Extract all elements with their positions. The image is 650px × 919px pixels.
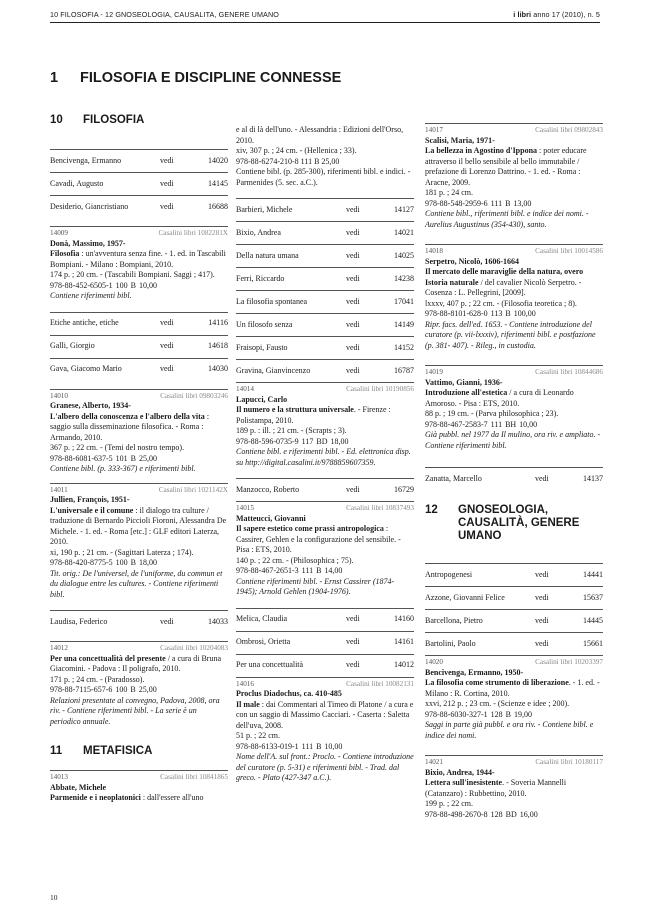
xref-row[interactable]	[50, 358, 228, 381]
xref-vedi: vedi	[346, 250, 360, 260]
xref-vedi: vedi	[535, 615, 549, 625]
page-number: 10	[50, 893, 58, 902]
entry-14020	[425, 655, 603, 741]
entry-note: Tit. orig.: De l'universel, de l'uniforme, du commun et du dialogue entre les cultures. - Contiene riferimenti bibl.	[50, 568, 223, 599]
entry-author: Scalisi, Maria, 1971-	[425, 135, 495, 145]
entry-physical: 171 p. ; 24 cm. - (Paradosso).	[50, 674, 145, 684]
entry-isbn: 978-88-452-6505-1 100 B 10,00	[50, 280, 157, 290]
xref-row[interactable]	[425, 586, 603, 609]
entry-physical: xiv, 307 p. ; 24 cm. - (Hellenica ; 33).	[236, 146, 357, 155]
xref-name: Un filosofo senza	[236, 319, 293, 329]
entry-14012	[50, 641, 228, 727]
header-issue: anno 17 (2010), n. 5	[531, 10, 600, 19]
xref-vedi: vedi	[346, 227, 360, 237]
entry-physical: xi, 190 p. ; 21 cm. - (Sagittari Laterza ; 174).	[50, 547, 194, 557]
xref-number: 16787	[394, 365, 414, 375]
entry-title: Introduzione all'estetica / a cura di Leonardo Amoroso. - Pisa : ETS, 2010.	[425, 388, 574, 408]
entry-note: Contiene bibl. (p. 333-367) e riferimenti bibl.	[50, 464, 196, 473]
xref-vedi: vedi	[160, 341, 174, 351]
entry-physical: 51 p. ; 22 cm.	[236, 731, 280, 740]
header-left: 10 FILOSOFIA - 12 GNOSEOLOGIA, CAUSALITA, GENERE UMANO	[50, 10, 279, 19]
xref-list	[236, 198, 414, 382]
entry-id: 14015	[236, 504, 254, 512]
xref-row[interactable]	[236, 198, 414, 221]
xref-vedi: vedi	[346, 614, 360, 624]
xref-row[interactable]	[236, 478, 414, 501]
xref-name: Galli, Giorgio	[50, 341, 95, 351]
xref-list	[236, 608, 414, 677]
xref-row[interactable]	[236, 631, 414, 654]
entry-title: Il male : dai Commentari al Timeo di Platone / a cura e con un saggio di Massimo Cacciari. - Caserta : Saletta dell'uva, 2008.	[236, 699, 414, 730]
entry-source: Casalini libri 10082131	[346, 679, 414, 688]
xref-list	[50, 610, 228, 633]
entry-source: Casalini libri 1082281X	[158, 229, 228, 237]
entry-title: L'universale e il comune : il dialogo tra culture / traduzione di Bernardo Piccioli Fioroni, Alessandra De Michele. - 1. ed. - Roma [etc.] : GLF editori Laterza, 2010.	[50, 505, 227, 546]
xref-name: Laudisa, Federico	[50, 616, 108, 626]
xref-row[interactable]	[236, 244, 414, 267]
column-3	[425, 123, 603, 820]
xref-row[interactable]	[425, 632, 603, 655]
entry-physical: 189 p. : ill. ; 21 cm. - (Scrapts ; 3).	[236, 426, 347, 435]
xref-name: Ferri, Riccardo	[236, 273, 285, 283]
entry-14019	[425, 365, 603, 451]
entry-isbn: 978-88-6133-019-1 111 B 10,00	[236, 741, 343, 751]
entry-note: Nome dell'A. sul front.: Proclo. - Contiene introduzione del curatore (p. 5-31) e riferimenti bibl. - Trad. dal greco. - Plato (427-347 a.C.).	[236, 752, 414, 782]
xref-name: Barcellona, Pietro	[425, 615, 483, 625]
xref-number: 14137	[583, 473, 603, 483]
xref-vedi: vedi	[346, 204, 360, 214]
entry-isbn: 978-88-420-8775-5 100 B 18,00	[50, 558, 157, 567]
xref-vedi: vedi	[346, 319, 360, 329]
running-header	[50, 8, 600, 23]
entry-14013-continued	[236, 125, 414, 188]
entry-id: 14011	[50, 485, 68, 494]
xref-name: Etiche antiche, etiche	[50, 318, 119, 328]
xref-number: 16688	[208, 201, 228, 211]
xref-vedi: vedi	[346, 342, 360, 352]
entry-id: 14014	[236, 385, 254, 393]
entry-note: Contiene bibl., riferimenti bibl. e indice dei nomi. - Aurelius Augustinus (354-430), santo.	[425, 209, 589, 229]
entry-note: Contiene bibl. e riferimenti bibl. - Ed. elettronica disp. su http://digital.casalini.it/9788859607359.	[236, 447, 411, 467]
xref-list	[425, 563, 603, 655]
entry-physical: xxvi, 212 p. ; 23 cm. - (Scienze e idee ; 200).	[425, 699, 570, 708]
xref-row[interactable]	[236, 336, 414, 359]
entry-author: Proclus Diadochus, ca. 410-485	[236, 689, 342, 698]
xref-name: Gravina, Gianvincenzo	[236, 365, 311, 375]
xref-vedi: vedi	[160, 178, 174, 188]
xref-row[interactable]	[50, 149, 228, 172]
entry-physical: 181 p. ; 24 cm.	[425, 188, 473, 197]
entry-note: Contiene riferimenti bibl. - Ernst Cassirer (1874-1945); Arnold Gehlen (1904-1976).	[236, 576, 395, 596]
entry-source: Casalini libri 10844686	[535, 368, 603, 376]
entry-14017	[425, 123, 603, 230]
section-title: METAFISICA	[83, 745, 153, 757]
entry-author: Donà, Massimo, 1957-	[50, 238, 126, 248]
xref-list	[50, 312, 228, 381]
header-right	[513, 10, 600, 19]
entry-author: Bencivenga, Ermanno, 1950-	[425, 667, 524, 677]
section-number: 10	[50, 114, 63, 126]
xref-number: 16729	[394, 484, 414, 494]
entry-14011	[50, 483, 228, 601]
entry-id: 14018	[425, 247, 443, 255]
xref-vedi: vedi	[346, 365, 360, 375]
entry-source: Casalini libri 10190856	[346, 385, 414, 393]
entry-source: Casalini libri 10014586	[535, 247, 603, 255]
xref-vedi: vedi	[535, 592, 549, 602]
entry-isbn: 978-88-548-2959-6 111 B 13,00	[425, 198, 532, 208]
entry-isbn: 978-88-7115-657-6 100 B 25,00	[50, 685, 157, 694]
section-heading-10	[50, 114, 228, 127]
xref-number: 14618	[208, 341, 228, 351]
xref-number: 14021	[394, 227, 414, 237]
entry-source: Casalini libri 09802843	[535, 126, 603, 134]
entry-physical: 174 p. ; 20 cm. - (Tascabili Bompiani. Saggi ; 417).	[50, 270, 215, 279]
xref-vedi: vedi	[346, 484, 360, 494]
xref-vedi: vedi	[346, 273, 360, 283]
xref-name: Antropogenesi	[425, 569, 473, 579]
xref-list	[425, 467, 603, 490]
xref-number: 14152	[394, 342, 414, 352]
xref-vedi: vedi	[160, 616, 174, 626]
xref-number: 14020	[208, 155, 228, 165]
entry-source: Casalini libri 10837493	[346, 504, 414, 512]
xref-name: Zanatta, Marcello	[425, 473, 482, 483]
xref-name: La filosofia spontanea	[236, 296, 308, 306]
entry-title: La bellezza in Agostino d'Ippona : poter educare attraverso il bello sensibile al bello immutabile / prefazione di Lorenzo Dattrino. - 1. ed. - Roma : Aracne, 2009.	[425, 146, 587, 187]
xref-number: 14116	[208, 318, 228, 328]
xref-row[interactable]	[50, 172, 228, 195]
entry-physical: 88 p. ; 19 cm. - (Parva philosophica ; 23).	[425, 409, 559, 418]
entry-note: Relazioni presentate al convegno, Padova, 2008, ora riv. - Contiene riferimenti bibl. - La serie è un periodico annuale.	[50, 695, 220, 726]
xref-vedi: vedi	[160, 364, 174, 374]
xref-row[interactable]	[236, 267, 414, 290]
entry-physical: 140 p. ; 22 cm. - (Philosophica ; 75).	[236, 555, 354, 565]
entry-author: Granese, Alberto, 1934-	[50, 401, 131, 410]
xref-number: 15637	[583, 592, 603, 602]
column-1	[50, 110, 228, 804]
xref-row[interactable]	[236, 313, 414, 336]
xref-row[interactable]	[50, 312, 228, 335]
entry-note: Ripr. facs. dell'ed. 1653. - Contiene introduzione del curatore (p. vii-lxxxiv), riferimenti bibl. e postfazione (p. 381- 407). - Rileg., in custodia.	[425, 319, 596, 350]
chapter-number: 1	[50, 70, 59, 86]
entry-id: 14016	[236, 679, 254, 688]
xref-list	[236, 478, 414, 501]
entry-note: Saggi in parte già pubbl. e ora riv. - Contiene bibl. e indice dei nomi.	[425, 720, 594, 740]
entry-author: Abbate, Michele	[50, 782, 106, 792]
entry-title: Lettera sull'inesistente. - Soveria Mannelli (Catanzaro) : Rubbettino, 2010.	[425, 778, 567, 798]
xref-name: Fraisopi, Fausto	[236, 342, 288, 352]
entry-physical: 367 p. ; 22 cm. - (Temi del nostro tempo).	[50, 443, 185, 452]
xref-row[interactable]	[236, 608, 414, 631]
header-journal: i libri	[513, 10, 532, 19]
entry-source: Casalini libri 10841865	[160, 773, 228, 781]
xref-name: Melica, Claudia	[236, 614, 288, 624]
xref-number: 14033	[208, 616, 228, 626]
entry-id: 14012	[50, 644, 68, 652]
entry-author: Lapucci, Carlo	[236, 394, 288, 404]
xref-row[interactable]	[50, 335, 228, 358]
xref-row[interactable]	[50, 610, 228, 633]
xref-number: 14441	[583, 569, 603, 579]
xref-row[interactable]	[425, 563, 603, 586]
entry-source: Casalini libri 10204083	[160, 644, 228, 652]
entry-isbn: 978-88-6274-210-8 111 B 25,00	[236, 156, 340, 166]
entry-physical: lxxxv, 407 p. ; 22 cm. - (Filosofia teoretica ; 8).	[425, 298, 577, 308]
entry-id: 14010	[50, 391, 68, 400]
section-number: 12	[425, 504, 438, 516]
xref-name: Gava, Giacomo Mario	[50, 364, 122, 374]
xref-vedi: vedi	[346, 637, 360, 647]
xref-number: 14030	[208, 364, 228, 374]
entry-14016	[236, 677, 414, 784]
xref-name: Barbieri, Michele	[236, 204, 293, 214]
xref-row[interactable]	[236, 290, 414, 313]
entry-id: 14017	[425, 126, 443, 134]
entry-author: Serpetro, Nicolò, 1606-1664	[425, 256, 520, 266]
xref-vedi: vedi	[160, 155, 174, 165]
xref-row[interactable]	[425, 609, 603, 632]
xref-row[interactable]	[50, 195, 228, 218]
entry-title: Per una concettualità del presente / a cura di Bruna Giacomini. - Padova : Il poligrafo, 2010.	[50, 653, 221, 673]
entry-author: Matteucci, Giovanni	[236, 513, 306, 523]
entry-title: Parmenide e i neoplatonici : dall'essere all'uno	[50, 793, 204, 802]
entry-title: L'albero della conoscenza e l'albero della vita : saggio sulla disseminazione filosofica. - Roma : Armando, 2010.	[50, 411, 210, 442]
entry-14015	[236, 501, 414, 598]
entry-isbn: 978-88-467-2651-3 111 B 14,00	[236, 566, 343, 575]
xref-name: Azzone, Giovanni Felice	[425, 592, 505, 602]
entry-id: 14020	[425, 658, 443, 666]
entry-note: Già pubbl. nel 1977 da Il mulino, ora riv. e ampliato. - Contiene riferimenti bibl.	[425, 430, 601, 450]
entry-title: Il sapere estetico come prassi antropologica : Cassirer, Gehlen e la configurazione del sensibile. - Pisa : ETS, 2010.	[236, 524, 401, 554]
xref-number: 15661	[583, 638, 603, 648]
entry-isbn: 978-88-498-2670-8 128 BD 16,00	[425, 809, 538, 819]
entry-source: Casalini libri 10180117	[535, 758, 603, 766]
xref-number: 14445	[583, 615, 603, 625]
entry-14021	[425, 755, 603, 820]
xref-number: 14149	[394, 319, 414, 329]
xref-number: 14238	[394, 273, 414, 283]
entry-note: Contiene bibl. (p. 285-300), riferimenti bibl. e indici. - Parmenides (5. sec. a.C.).	[236, 167, 411, 187]
xref-number: 14161	[394, 637, 414, 647]
xref-vedi: vedi	[160, 201, 174, 211]
entry-14013	[50, 770, 228, 804]
xref-row[interactable]	[425, 467, 603, 490]
xref-name: Cavadi, Augusto	[50, 178, 104, 188]
xref-vedi: vedi	[535, 473, 549, 483]
xref-vedi: vedi	[346, 660, 360, 670]
xref-number: 14012	[394, 660, 414, 670]
entry-source: Casalini libri 09803246	[160, 391, 228, 400]
entry-source: Casalini libri 1021142X	[158, 485, 228, 494]
chapter-label: FILOSOFIA E DISCIPLINE CONNESSE	[80, 70, 342, 86]
xref-name: Della natura umana	[236, 250, 299, 260]
entry-title: Filosofia : un'avventura senza fine. - 1. ed. in Tascabili Bompiani. - Milano : Bompiani, 2010.	[50, 249, 226, 269]
entry-14014	[236, 382, 414, 468]
xref-name: Manzocco, Roberto	[236, 484, 300, 494]
section-heading-11	[50, 745, 228, 758]
entry-author: Bixio, Andrea, 1944-	[425, 767, 495, 777]
xref-name: Ombrosi, Orietta	[236, 637, 291, 647]
xref-name: Bartolini, Paolo	[425, 638, 476, 648]
xref-list	[50, 149, 228, 218]
xref-number: 17041	[394, 296, 414, 306]
entry-title-continued: e al di là dell'uno. - Alessandria : Edizioni dell'Orso, 2010.	[236, 125, 404, 145]
xref-number: 14145	[208, 178, 228, 188]
entry-source: Casalini libri 10203397	[535, 658, 603, 666]
entry-id: 14019	[425, 368, 443, 376]
xref-name: Bencivenga, Ermanno	[50, 155, 122, 165]
entry-title: Il mercato delle maraviglie della natura, overo Istoria naturale / del cavalier Nicolò Serpetro. - Cosenza : L. Pellegrini, [2009].	[425, 267, 584, 297]
xref-row[interactable]	[236, 654, 414, 677]
entry-title: Il numero e la struttura universale. - Firenze : Polistampa, 2010.	[236, 405, 391, 425]
section-heading-12	[425, 504, 603, 543]
xref-vedi: vedi	[535, 638, 549, 648]
entry-14010	[50, 389, 228, 475]
section-title: FILOSOFIA	[83, 114, 145, 126]
xref-number: 14160	[394, 614, 414, 624]
column-2	[236, 125, 414, 784]
entry-id: 14013	[50, 773, 68, 781]
xref-number: 14127	[394, 204, 414, 214]
entry-title: La filosofia come strumento di liberazione. - 1. ed. - Milano : R. Cortina, 2010.	[425, 678, 600, 698]
entry-isbn: 978-88-6030-327-1 128 B 19,00	[425, 709, 532, 719]
chapter-title	[50, 70, 341, 86]
entry-author: Vattimo, Gianni, 1936-	[425, 377, 503, 387]
xref-name: Per una concettualità	[236, 660, 304, 670]
xref-name: Bixio, Andrea	[236, 227, 281, 237]
xref-name: Desiderio, Giancristiano	[50, 201, 129, 211]
section-number: 11	[50, 745, 63, 757]
entry-note: Contiene riferimenti bibl.	[50, 291, 132, 300]
entry-14009	[50, 226, 228, 302]
entry-14018	[425, 244, 603, 351]
entry-isbn: 978-88-467-2583-7 111 BH 10,00	[425, 419, 538, 429]
entry-author: Jullien, François, 1951-	[50, 495, 130, 504]
entry-isbn: 978-88-596-0735-9 117 BD 18,00	[236, 436, 349, 446]
entry-id: 14021	[425, 758, 443, 766]
entry-id: 14009	[50, 229, 68, 237]
xref-vedi: vedi	[535, 569, 549, 579]
xref-row[interactable]	[236, 359, 414, 382]
entry-physical: 199 p. ; 22 cm.	[425, 799, 473, 808]
entry-isbn: 978-88-8101-628-0 113 B 100,00	[425, 309, 536, 318]
entry-isbn: 978-88-6081-637-5 101 B 25,00	[50, 453, 157, 463]
xref-number: 14025	[394, 250, 414, 260]
xref-vedi: vedi	[160, 318, 174, 328]
section-title: GNOSEOLOGIA, CAUSALITÀ, GENERE UMANO	[458, 504, 580, 542]
xref-vedi: vedi	[346, 296, 360, 306]
xref-row[interactable]	[236, 221, 414, 244]
